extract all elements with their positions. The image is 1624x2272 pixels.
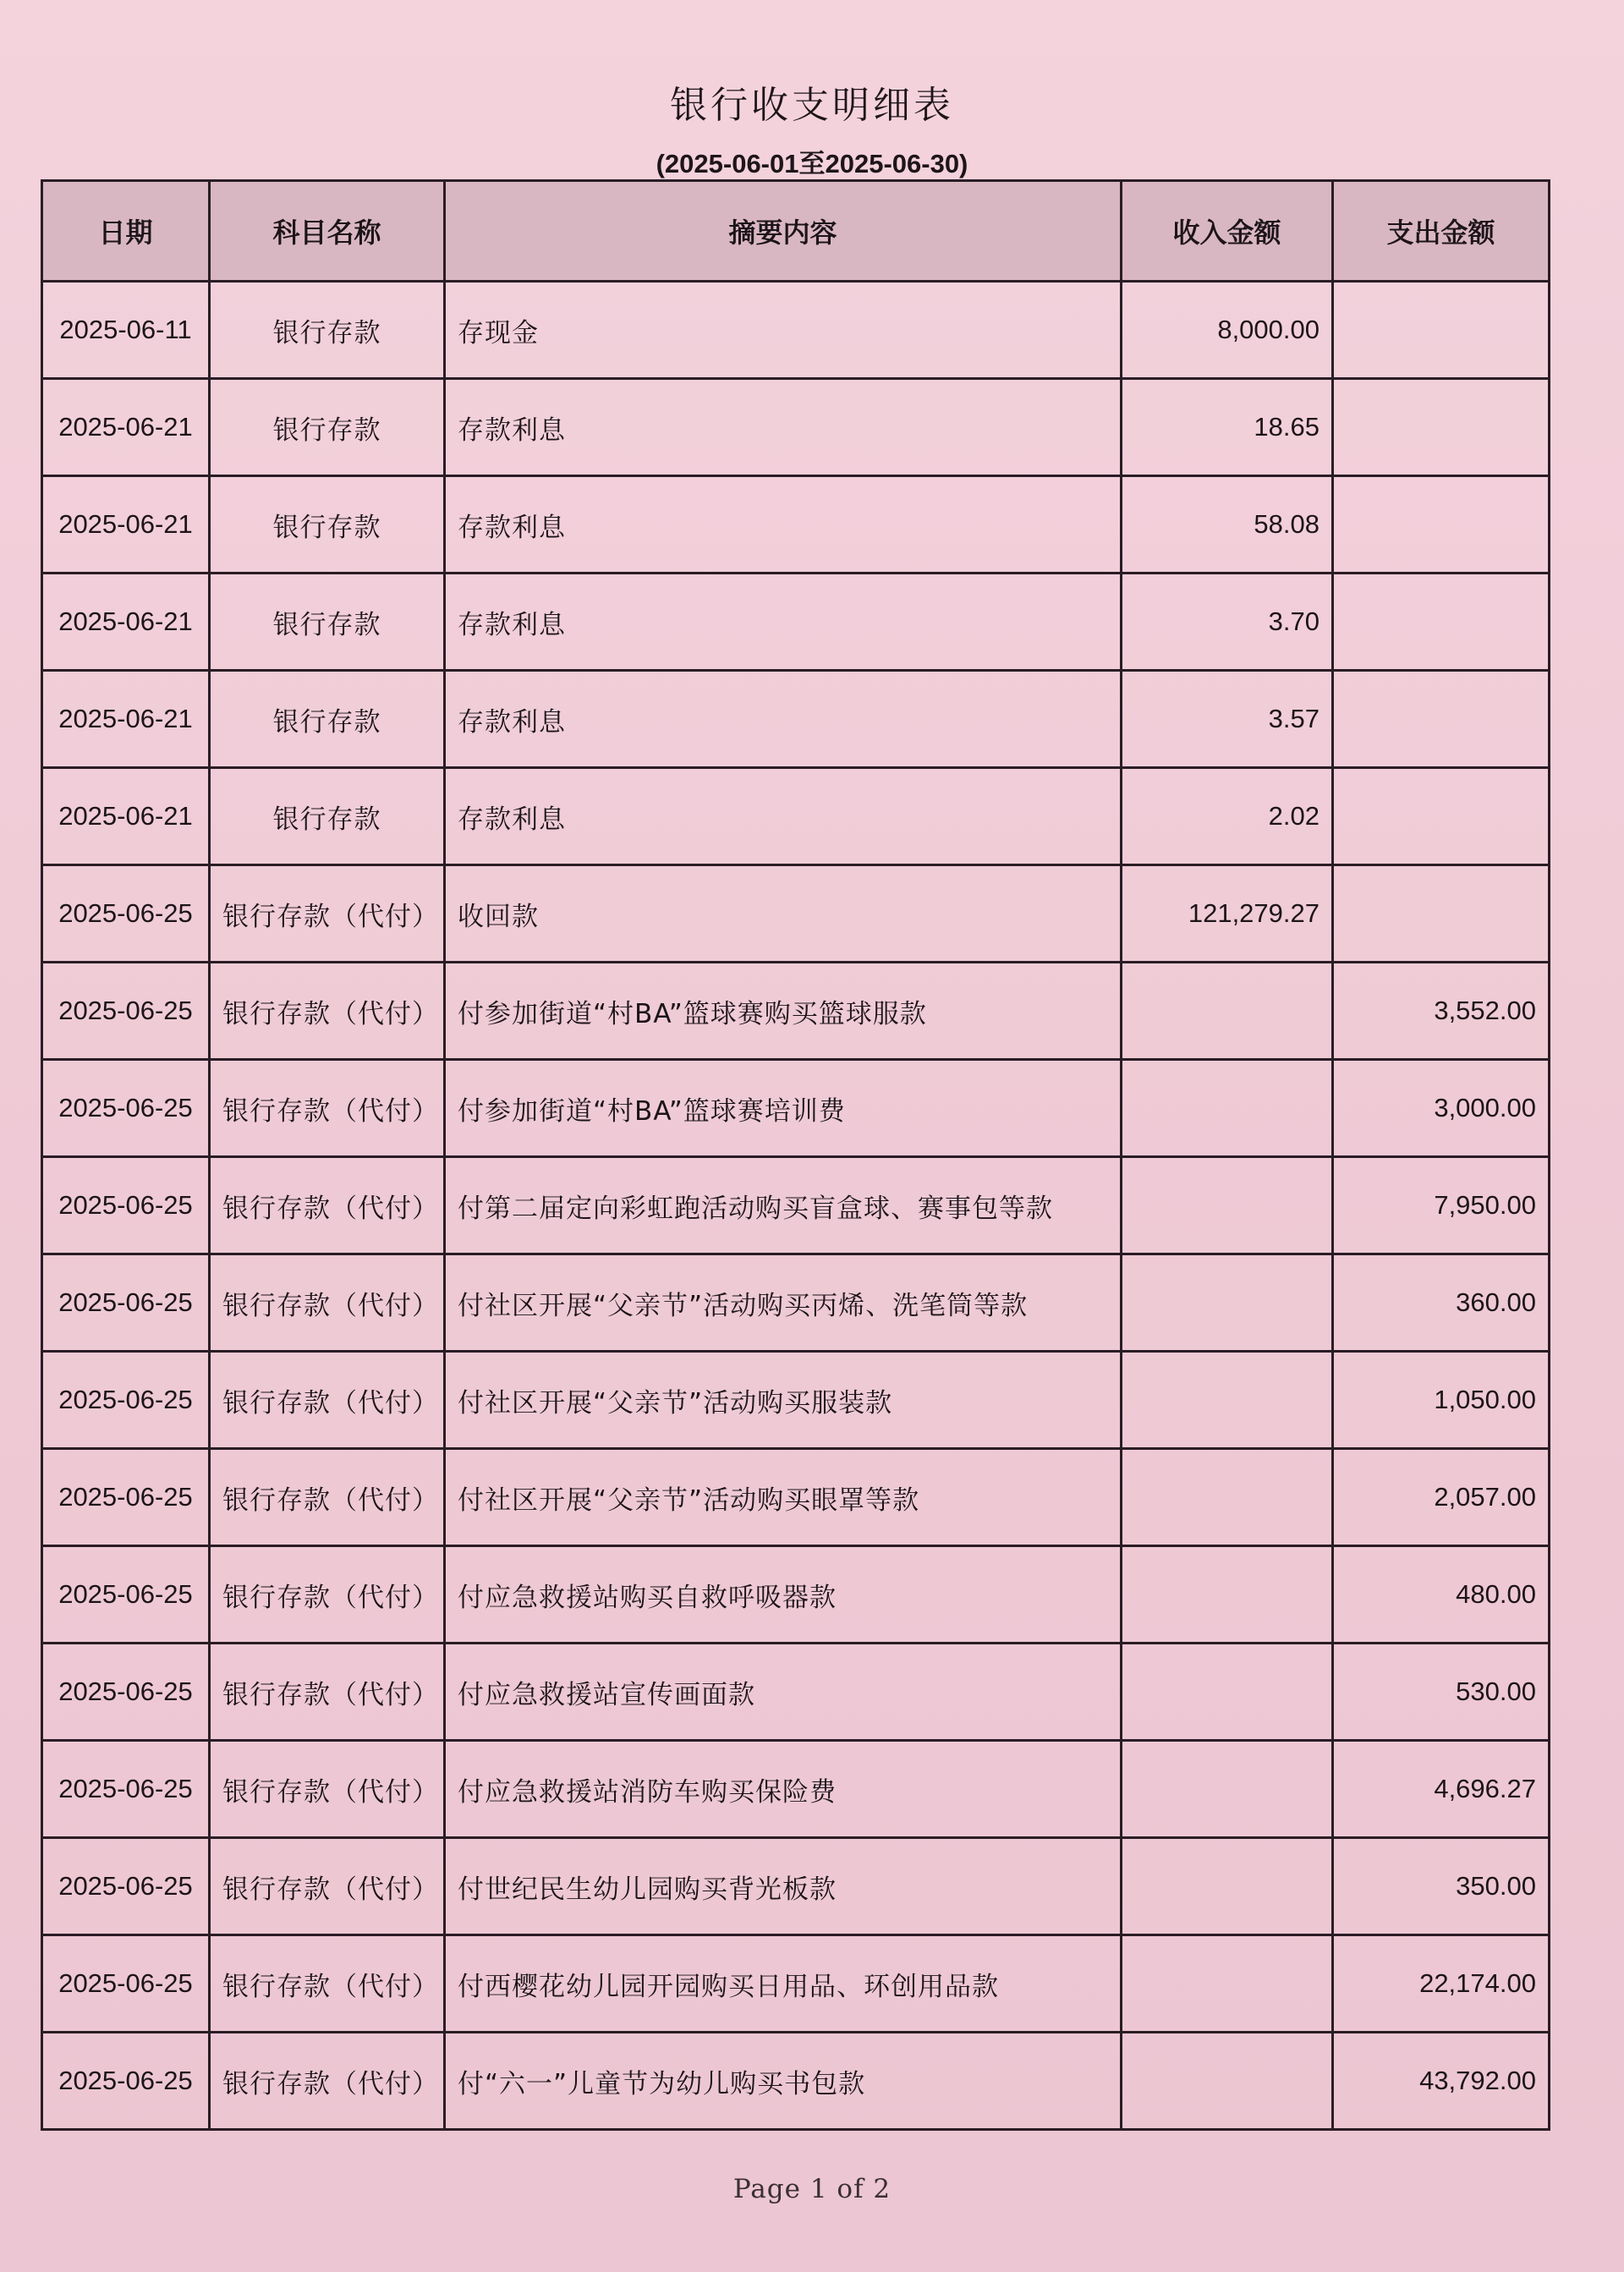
ledger-table xyxy=(41,179,1550,2131)
cell-subject: 银行存款 xyxy=(210,671,445,768)
table-row xyxy=(42,1741,1550,1838)
table-row xyxy=(42,671,1550,768)
cell-date: 2025-06-25 xyxy=(42,1157,210,1254)
table-row xyxy=(42,573,1550,671)
cell-expense: 3,552.00 xyxy=(1333,963,1550,1060)
cell-subject: 银行存款 xyxy=(210,379,445,476)
cell-income: 2.02 xyxy=(1122,768,1333,865)
cell-expense xyxy=(1333,476,1550,573)
table-row xyxy=(42,1060,1550,1157)
cell-description: 存款利息 xyxy=(445,379,1122,476)
cell-date: 2025-06-25 xyxy=(42,2033,210,2130)
cell-date: 2025-06-21 xyxy=(42,573,210,671)
cell-subject: 银行存款（代付） xyxy=(210,963,445,1060)
cell-date: 2025-06-25 xyxy=(42,1449,210,1546)
cell-date: 2025-06-25 xyxy=(42,1644,210,1741)
cell-subject: 银行存款（代付） xyxy=(210,1935,445,2033)
cell-subject: 银行存款（代付） xyxy=(210,1741,445,1838)
cell-description: 存款利息 xyxy=(445,768,1122,865)
table-row xyxy=(42,1254,1550,1352)
table-row xyxy=(42,1838,1550,1935)
cell-income xyxy=(1122,1546,1333,1644)
document-title: 银行收支明细表 xyxy=(670,84,954,127)
cell-description: 存款利息 xyxy=(445,573,1122,671)
cell-subject: 银行存款 xyxy=(210,768,445,865)
cell-subject: 银行存款（代付） xyxy=(210,1838,445,1935)
cell-description: 付西樱花幼儿园开园购买日用品、环创用品款 xyxy=(445,1935,1122,2033)
cell-income xyxy=(1122,1838,1333,1935)
cell-description: 收回款 xyxy=(445,865,1122,963)
cell-income xyxy=(1122,1644,1333,1741)
cell-date: 2025-06-25 xyxy=(42,1060,210,1157)
cell-description: 付世纪民生幼儿园购买背光板款 xyxy=(445,1838,1122,1935)
cell-expense: 7,950.00 xyxy=(1333,1157,1550,1254)
table-row xyxy=(42,1352,1550,1449)
cell-date: 2025-06-25 xyxy=(42,865,210,963)
table-row xyxy=(42,1449,1550,1546)
cell-description: 存款利息 xyxy=(445,476,1122,573)
cell-income xyxy=(1122,1254,1333,1352)
cell-date: 2025-06-21 xyxy=(42,671,210,768)
cell-income: 8,000.00 xyxy=(1122,282,1333,379)
cell-description: 付第二届定向彩虹跑活动购买盲盒球、赛事包等款 xyxy=(445,1157,1122,1254)
cell-date: 2025-06-21 xyxy=(42,768,210,865)
cell-description: 付参加街道“村BA”篮球赛购买篮球服款 xyxy=(445,963,1122,1060)
cell-income xyxy=(1122,1449,1333,1546)
header-subject: 科目名称 xyxy=(210,181,445,282)
cell-expense: 360.00 xyxy=(1333,1254,1550,1352)
cell-income xyxy=(1122,963,1333,1060)
cell-subject: 银行存款（代付） xyxy=(210,1060,445,1157)
cell-expense xyxy=(1333,573,1550,671)
table-row xyxy=(42,2033,1550,2130)
cell-date: 2025-06-25 xyxy=(42,1254,210,1352)
cell-income xyxy=(1122,1157,1333,1254)
cell-subject: 银行存款（代付） xyxy=(210,1449,445,1546)
cell-expense: 43,792.00 xyxy=(1333,2033,1550,2130)
cell-description: 付应急救援站消防车购买保险费 xyxy=(445,1741,1122,1838)
cell-description: 付“六一”儿童节为幼儿购买书包款 xyxy=(445,2033,1122,2130)
header-date: 日期 xyxy=(42,181,210,282)
cell-income xyxy=(1122,1741,1333,1838)
cell-expense xyxy=(1333,865,1550,963)
cell-subject: 银行存款 xyxy=(210,476,445,573)
cell-expense: 3,000.00 xyxy=(1333,1060,1550,1157)
cell-date: 2025-06-25 xyxy=(42,1935,210,2033)
cell-subject: 银行存款（代付） xyxy=(210,1352,445,1449)
cell-subject: 银行存款（代付） xyxy=(210,1644,445,1741)
table-row xyxy=(42,379,1550,476)
header-expense: 支出金额 xyxy=(1333,181,1550,282)
header-row xyxy=(42,181,1550,282)
cell-expense: 22,174.00 xyxy=(1333,1935,1550,2033)
document-period: (2025-06-01至2025-06-30) xyxy=(656,149,968,178)
table-row xyxy=(42,1935,1550,2033)
cell-description: 付应急救援站宣传画面款 xyxy=(445,1644,1122,1741)
table-row xyxy=(42,282,1550,379)
cell-expense: 530.00 xyxy=(1333,1644,1550,1741)
cell-date: 2025-06-25 xyxy=(42,1741,210,1838)
cell-income xyxy=(1122,1352,1333,1449)
cell-description: 付参加街道“村BA”篮球赛培训费 xyxy=(445,1060,1122,1157)
table-row xyxy=(42,1157,1550,1254)
table-row xyxy=(42,865,1550,963)
cell-subject: 银行存款（代付） xyxy=(210,1254,445,1352)
cell-expense: 480.00 xyxy=(1333,1546,1550,1644)
page-indicator: Page 1 of 2 xyxy=(732,2174,892,2204)
cell-date: 2025-06-25 xyxy=(42,963,210,1060)
cell-description: 存款利息 xyxy=(445,671,1122,768)
cell-income xyxy=(1122,1935,1333,2033)
cell-date: 2025-06-25 xyxy=(42,1546,210,1644)
cell-subject: 银行存款 xyxy=(210,573,445,671)
cell-income xyxy=(1122,1060,1333,1157)
cell-description: 付社区开展“父亲节”活动购买眼罩等款 xyxy=(445,1449,1122,1546)
cell-description: 付社区开展“父亲节”活动购买服装款 xyxy=(445,1352,1122,1449)
cell-income xyxy=(1122,2033,1333,2130)
cell-income: 3.70 xyxy=(1122,573,1333,671)
cell-date: 2025-06-21 xyxy=(42,476,210,573)
cell-subject: 银行存款（代付） xyxy=(210,1546,445,1644)
cell-date: 2025-06-25 xyxy=(42,1838,210,1935)
table-row xyxy=(42,476,1550,573)
cell-expense: 2,057.00 xyxy=(1333,1449,1550,1546)
cell-subject: 银行存款（代付） xyxy=(210,2033,445,2130)
cell-date: 2025-06-11 xyxy=(42,282,210,379)
cell-expense: 1,050.00 xyxy=(1333,1352,1550,1449)
cell-expense xyxy=(1333,768,1550,865)
cell-expense xyxy=(1333,379,1550,476)
cell-subject: 银行存款（代付） xyxy=(210,1157,445,1254)
header-income: 收入金额 xyxy=(1122,181,1333,282)
table-row xyxy=(42,1644,1550,1741)
cell-income: 58.08 xyxy=(1122,476,1333,573)
table-row xyxy=(42,963,1550,1060)
header-description: 摘要内容 xyxy=(445,181,1122,282)
cell-date: 2025-06-21 xyxy=(42,379,210,476)
cell-expense: 4,696.27 xyxy=(1333,1741,1550,1838)
cell-date: 2025-06-25 xyxy=(42,1352,210,1449)
cell-expense: 350.00 xyxy=(1333,1838,1550,1935)
cell-description: 付社区开展“父亲节”活动购买丙烯、洗笔筒等款 xyxy=(445,1254,1122,1352)
cell-description: 付应急救援站购买自救呼吸器款 xyxy=(445,1546,1122,1644)
cell-subject: 银行存款 xyxy=(210,282,445,379)
table-row xyxy=(42,768,1550,865)
ledger-body xyxy=(42,282,1550,2130)
cell-description: 存现金 xyxy=(445,282,1122,379)
cell-subject: 银行存款（代付） xyxy=(210,865,445,963)
cell-income: 121,279.27 xyxy=(1122,865,1333,963)
cell-income: 18.65 xyxy=(1122,379,1333,476)
cell-income: 3.57 xyxy=(1122,671,1333,768)
cell-expense xyxy=(1333,671,1550,768)
cell-expense xyxy=(1333,282,1550,379)
table-row xyxy=(42,1546,1550,1644)
